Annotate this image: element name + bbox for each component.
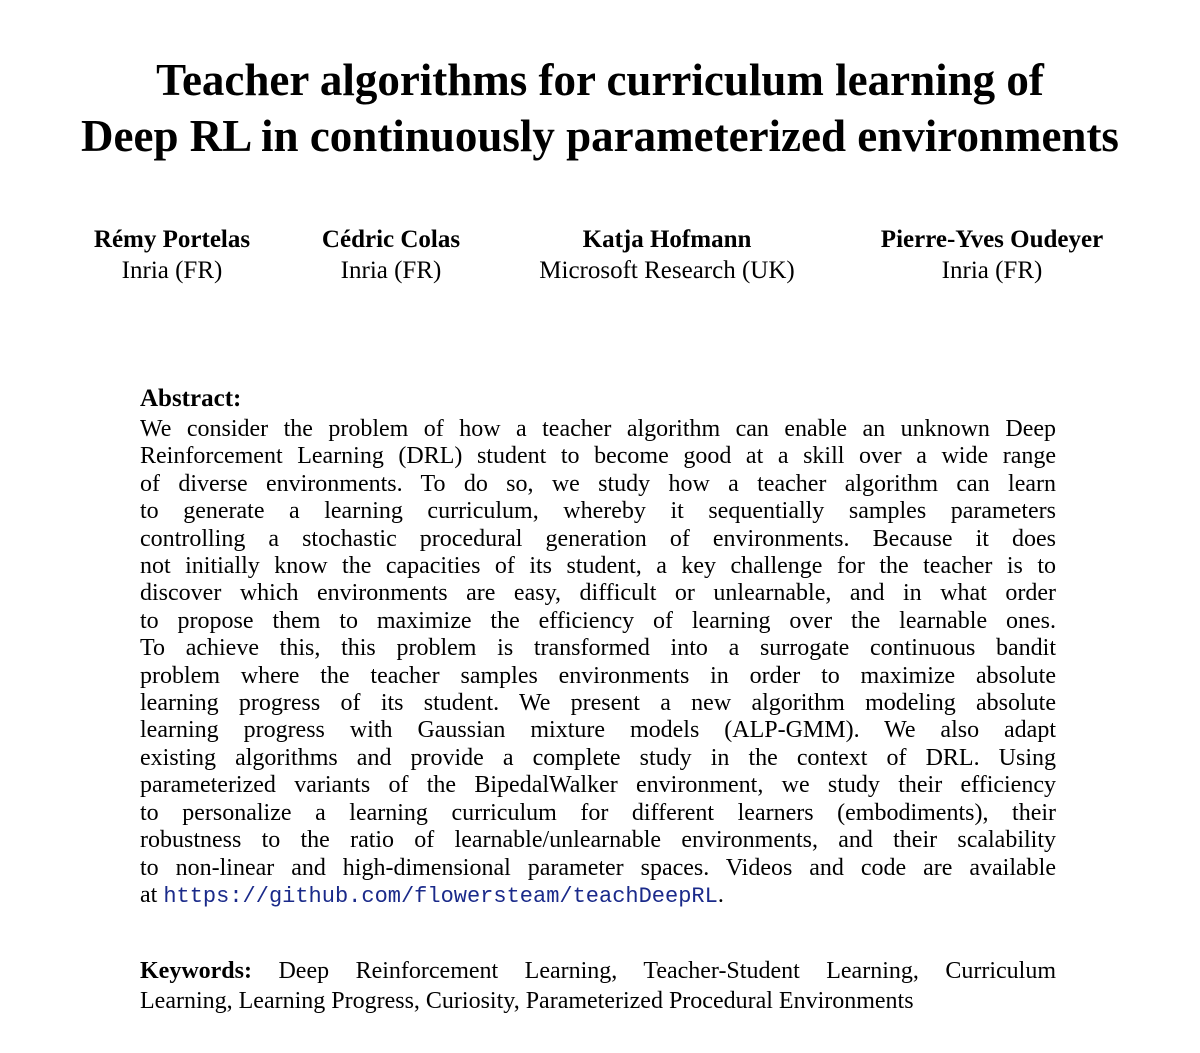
abstract-line: To achieve this, this problem is transformed into a surrogate continuous bandit [140, 635, 1056, 662]
author-name: Pierre-Yves Oudeyer [880, 226, 1104, 253]
abstract-heading: Abstract: [140, 385, 242, 412]
author-affiliation: Inria (FR) [941, 257, 1043, 284]
abstract-line: We consider the problem of how a teacher algorithm can enable an unknown Deep [140, 416, 1056, 442]
abstract-line: to propose them to maximize the efficiency of learning over the learnable ones. [140, 607, 1056, 634]
author-4 [881, 224, 1103, 286]
keywords-label: Keywords: [140, 958, 252, 984]
author-affiliation: Microsoft Research (UK) [539, 257, 795, 284]
abstract-line: to generate a learning curriculum, whereby it sequentially samples parameters [140, 498, 1056, 525]
paper-title [0, 52, 1200, 164]
abstract-line: problem where the teacher samples environments in order to maximize absolute [140, 662, 1056, 689]
abstract-line: to personalize a learning curriculum for different learners (embodiments), their [140, 799, 1056, 826]
abstract-line: existing algorithms and provide a complete study in the context of DRL. Using [140, 744, 1056, 771]
abstract-line: parameterized variants of the BipedalWalker environment, we study their efficiency [140, 772, 1056, 799]
abstract-line: robustness to the ratio of learnable/unlearnable environments, and their scalability [140, 827, 1056, 854]
abstract-line: Reinforcement Learning (DRL) student to become good at a skill over a wide range [140, 443, 1056, 470]
author-name: Cédric Colas [321, 226, 461, 253]
title-line-2: Deep RL in continuously parameterized environments [81, 111, 1119, 161]
author-name: Katja Hofmann [582, 226, 752, 253]
abstract-line: to non-linear and high-dimensional parameter spaces. Videos and code are available [140, 854, 1056, 881]
title-line-1: Teacher algorithms for curriculum learning of [156, 55, 1044, 105]
abstract-last-line [140, 882, 1056, 910]
author-2 [322, 224, 460, 286]
abstract-line: learning progress of its student. We present a new algorithm modeling absolute [140, 690, 1056, 717]
abstract-body [140, 416, 1056, 910]
abstract-last-line-prefix: at [140, 881, 164, 908]
github-link[interactable]: https://github.com/flowersteam/teachDeepRL [163, 883, 718, 909]
keywords-line-1 [140, 956, 1056, 986]
abstract-line: not initially know the capacities of its student, a key challenge for the teacher is to [140, 553, 1056, 580]
keywords-line-2: Learning, Learning Progress, Curiosity, Parameterized Procedural Environments [140, 988, 914, 1014]
abstract-line: learning progress with Gaussian mixture models (ALP-GMM). We also adapt [140, 717, 1056, 744]
author-1 [94, 224, 250, 286]
abstract-section [140, 384, 1056, 910]
abstract-line: of diverse environments. To do so, we study how a teacher algorithm can learn [140, 470, 1056, 497]
author-3 [539, 224, 794, 286]
keywords-section [140, 956, 1056, 1016]
author-affiliation: Inria (FR) [340, 257, 442, 284]
keywords-text-1: Deep Reinforcement Learning, Teacher-Student Learning, Curriculum [251, 958, 1056, 984]
abstract-last-line-suffix: . [717, 881, 724, 908]
author-name: Rémy Portelas [93, 226, 251, 253]
abstract-line: discover which environments are easy, difficult or unlearnable, and in what order [140, 580, 1056, 607]
abstract-line: controlling a stochastic procedural generation of environments. Because it does [140, 525, 1056, 552]
author-list [0, 224, 1200, 294]
author-affiliation: Inria (FR) [121, 257, 223, 284]
